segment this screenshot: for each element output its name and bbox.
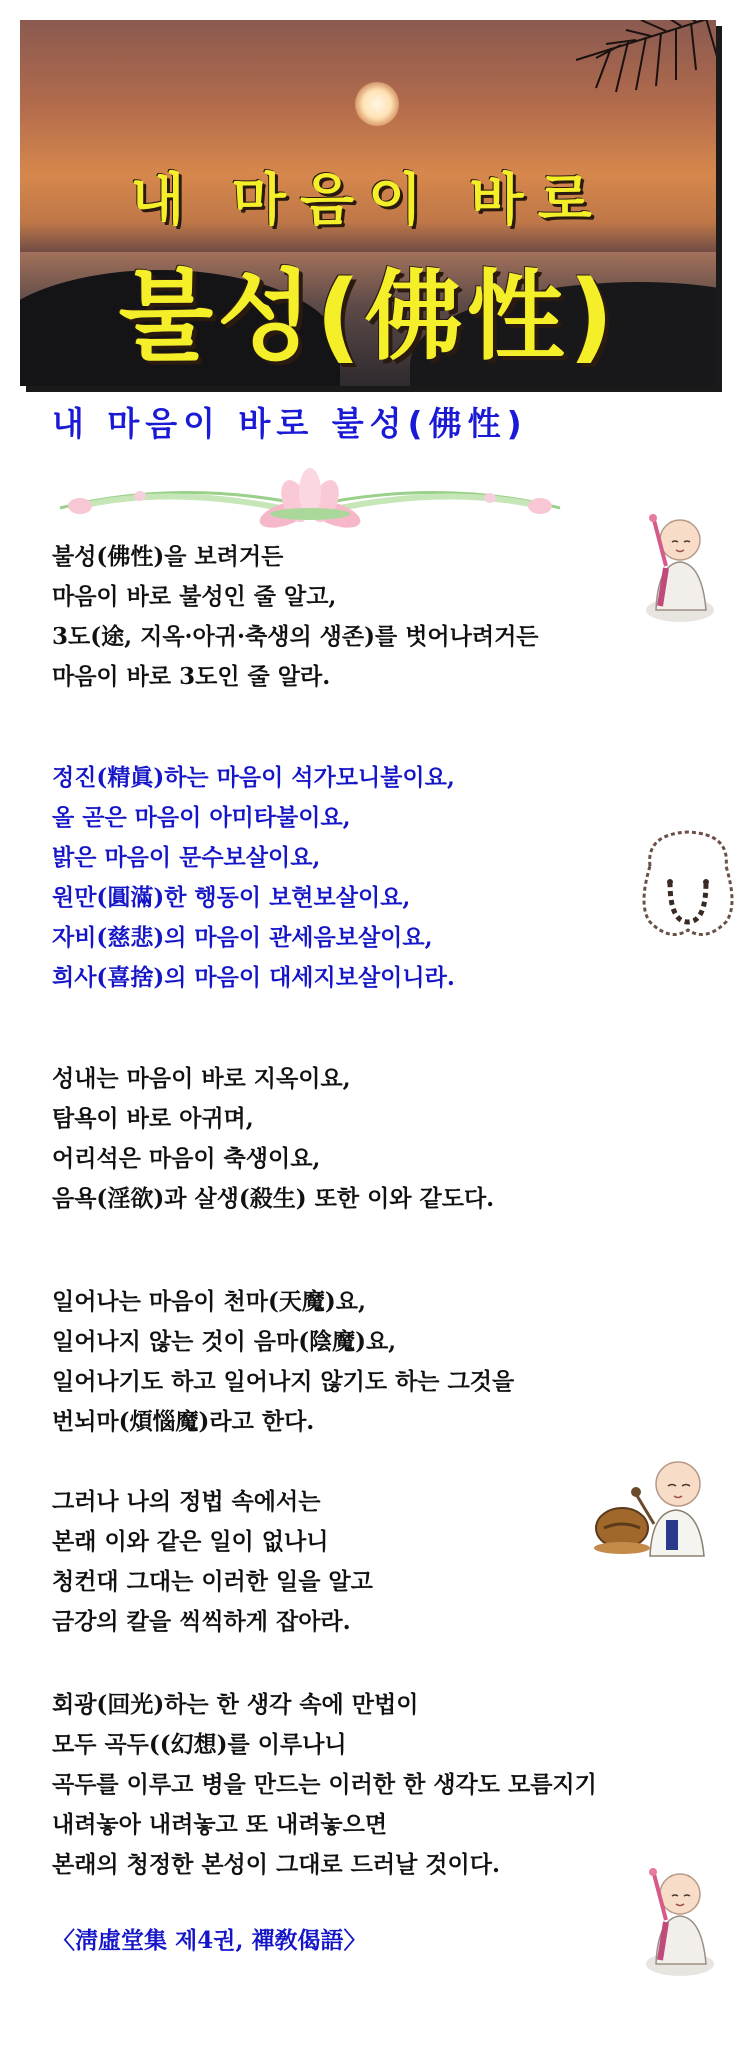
stanza-line: 정진(精眞)하는 마음이 석가모니불이요, (52, 764, 455, 791)
stanza-line: 모두 곡두((幻想)를 이루나니 (52, 1731, 347, 1758)
stanza-line: 희사(喜捨)의 마음이 대세지보살이니라. (52, 964, 455, 991)
stanza-1 (52, 537, 539, 697)
stanza-line: 그러나 나의 정법 속에서는 (52, 1488, 321, 1515)
stanza-line: 일어나는 마음이 천마(天魔)요, (52, 1288, 366, 1315)
stanza-line: 어리석은 마음이 축생이요, (52, 1145, 321, 1172)
stanza-line: 원만(圓滿)한 행동이 보현보살이요, (52, 884, 411, 911)
banner-title-line2: 불성(佛性) (118, 260, 618, 374)
stanza-line: 마음이 바로 3도인 줄 알라. (52, 663, 331, 690)
stanza-line: 3도(途, 지옥·아귀·축생의 생존)를 벗어나려거든 (52, 623, 539, 650)
stanza-line: 음욕(淫欲)과 살생(殺生) 또한 이와 같도다. (52, 1185, 495, 1212)
stanza-line: 본래의 청정한 본성이 그대로 드러날 것이다. (52, 1851, 500, 1878)
lotus-divider-icon (50, 468, 570, 528)
stanza-line: 청컨대 그대는 이러한 일을 알고 (52, 1568, 373, 1595)
stanza-line: 회광(回光)하는 한 생각 속에 만법이 (52, 1691, 419, 1718)
praying-monk-icon (636, 1860, 718, 1978)
sun-icon (355, 82, 399, 126)
banner-image (20, 20, 716, 386)
stanza-line: 번뇌마(煩惱魔)라고 한다. (52, 1408, 315, 1435)
stanza-line: 본래 이와 같은 일이 없나니 (52, 1528, 329, 1555)
pine-branch-icon (456, 20, 716, 110)
moktak-monk-icon (594, 1450, 712, 1562)
stanza-5 (52, 1482, 373, 1642)
stanza-line: 내려놓아 내려놓고 또 내려놓으면 (52, 1811, 388, 1838)
stanza-line: 성내는 마음이 바로 지옥이요, (52, 1065, 351, 1092)
stanza-line: 올 곧은 마음이 아미타불이요, (52, 804, 351, 831)
stanza-line: 탐욕이 바로 아귀며, (52, 1105, 254, 1132)
stanza-line: 일어나지 않는 것이 음마(陰魔)요, (52, 1328, 397, 1355)
stanza-line: 일어나기도 하고 일어나지 않기도 하는 그것을 (52, 1368, 515, 1395)
stanza-6 (52, 1685, 597, 1885)
stanza-2 (52, 758, 455, 998)
stanza-4 (52, 1282, 514, 1442)
banner-title-line1: 내 마음이 바로 (130, 168, 606, 233)
stanza-line: 자비(慈悲)의 마음이 관세음보살이요, (52, 924, 433, 951)
stanza-line: 금강의 칼을 씩씩하게 잡아라. (52, 1608, 351, 1635)
source-citation: 〈淸虛堂集 제4권, 禪敎偈語〉 (52, 1927, 367, 1954)
smiling-face-icon (636, 826, 740, 946)
stanza-line: 밝은 마음이 문수보살이요, (52, 844, 321, 871)
page-subtitle: 내 마음이 바로 불성(佛性) (52, 404, 528, 443)
praying-monk-icon (636, 506, 718, 624)
stanza-line: 마음이 바로 불성인 줄 알고, (52, 583, 337, 610)
stanza-line: 불성(佛性)을 보려거든 (52, 543, 284, 570)
stanza-line: 곡두를 이루고 병을 만드는 이러한 한 생각도 모름지기 (52, 1771, 597, 1798)
stanza-3 (52, 1059, 494, 1219)
